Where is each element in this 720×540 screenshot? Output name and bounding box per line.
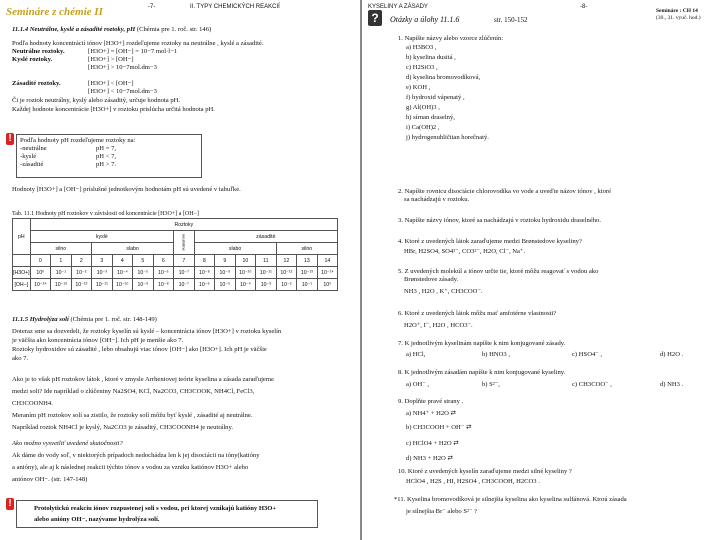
row-h3o-label: [H3O+]	[13, 267, 31, 279]
section-title: 11.1.4 Neutrálne, kyslé a zásadité roztoky, pH (Chémia pre 1. roč. str. 146)	[12, 26, 212, 33]
ph-value-cell: 14	[317, 255, 338, 267]
q9: 9. Doplňte pravé strany .	[398, 398, 464, 405]
box1-base: -zásadité	[20, 161, 44, 168]
oh-value-cell: 10⁻³	[256, 279, 277, 291]
corner-label-2: (30., 31. vyuč. hod.)	[656, 15, 701, 21]
weak-base: slabo	[194, 243, 276, 255]
ph-value-cell: 4	[112, 255, 133, 267]
ph-value-cell: 1	[51, 255, 72, 267]
h3o-value-cell: 10⁻⁷	[174, 267, 195, 279]
h3o-value-cell: 10⁰	[30, 267, 51, 279]
q1-item: f) hydroxid vápenatý ,	[406, 94, 465, 101]
q9-c: c) HClO4 + H2O ⇄	[406, 440, 459, 447]
neutral-label: Neutrálne roztoky.	[12, 48, 65, 55]
seminar-logo: Semináre z chémie II	[6, 6, 103, 18]
oh-value-cell: 10⁻¹¹	[92, 279, 113, 291]
h3o-value-cell: 10⁻¹²	[276, 267, 297, 279]
oh-value-cell: 10⁻⁶	[194, 279, 215, 291]
box1-line-1: Podľa hodnoty pH rozdeľujeme roztoky na:	[20, 137, 136, 144]
s2-line-1: Doteraz sme sa dozvedeli, že roztoky kyselín sú kyslé – koncentrácia iónov [H3O+] v roztoku kyselín	[12, 328, 282, 335]
h3o-value-cell: 10⁻¹	[51, 267, 72, 279]
base-header: zásadité	[194, 231, 338, 243]
h3o-value-cell: 10⁻¹⁴	[317, 267, 338, 279]
acid-eq-2: [H3O+] > 10−7mol.dm−3	[88, 64, 157, 71]
question-icon: ?	[368, 10, 382, 26]
q7-d: d) H2O .	[660, 351, 684, 358]
questions-ref: str. 150-152	[494, 16, 528, 24]
q4-line-1: 4. Ktoré z uvedených látok zaraďujeme medzi Brønstedove kyseliny?	[398, 238, 582, 245]
s2-line-7: CH3COONH4.	[12, 400, 53, 407]
h3o-value-cell: 10⁻⁸	[194, 267, 215, 279]
s2-line-8: Meraním pH roztokov solí sa zistilo, že roztoky solí môžu byť kyslé , zásadité aj neutrálne.	[12, 412, 253, 419]
ph-value-cell: 2	[71, 255, 92, 267]
ph-value-cell: 3	[92, 255, 113, 267]
s2-line-4: ako 7.	[12, 355, 29, 362]
table-caption: Tab. 11.1 Hodnoty pH roztokov v závislosti od koncentrácie [H3O+] a [OH−]	[12, 211, 199, 217]
box2-line-2: alebo anióny OH−, nazývame hydrolýza solí.	[34, 516, 160, 523]
q5-line-2: Brønstedove zásady.	[404, 276, 459, 283]
oh-value-cell: 10⁻⁸	[153, 279, 174, 291]
q1-item: g) Al(OH)3 ,	[406, 104, 440, 111]
base-eq-2: [H3O+] < 10−7mol.dm−3	[88, 88, 157, 95]
q2-line-2: sa nachádzajú v roztoku.	[404, 196, 470, 203]
ph-value-cell: 10	[235, 255, 256, 267]
strong-base: silno	[276, 243, 338, 255]
h3o-value-cell: 10⁻⁶	[153, 267, 174, 279]
s2-line-6: medzi soli? Ide napríklad o zlúčeniny Na2SO4, KCl, Na2CO3, CH3COOK, NH4Cl, FeCl3,	[12, 388, 255, 395]
questions-title: Otázky a úlohy 11.1.6	[390, 15, 460, 24]
q2-line-1: 2. Napíšte rovnicu disociácie chlorovodíka vo vode a uveďte názov iónov , ktoré	[398, 188, 612, 195]
q8-d: d) NH3 .	[660, 381, 684, 388]
strong-acid: silno	[30, 243, 92, 255]
base-label: Zásadité roztoky.	[12, 80, 61, 87]
q7-c: c) HSO4⁻ ,	[572, 351, 603, 358]
ph-value-cell: 13	[297, 255, 318, 267]
section2-title: 11.1.5 Hydrolýza solí (Chémia pre 1. roč. str. 148-149)	[12, 316, 157, 323]
box1-base-ph: pH > 7.	[96, 161, 117, 168]
oh-value-cell: 10⁰	[317, 279, 338, 291]
ph-value-cell: 11	[256, 255, 277, 267]
box1-neutral: -neutrálne	[20, 145, 47, 152]
ph-value-cell: 7	[174, 255, 195, 267]
s2-question: Ako možno vysvetliť uvedené skutočnosti?	[12, 440, 123, 447]
q1-item: h) sírnan draselný,	[406, 114, 455, 121]
q1-item: i) Ca(OH)2 ,	[406, 124, 440, 131]
ph-value-cell: 8	[194, 255, 215, 267]
s2-line-12: aniónov OH−. (str. 147-148)	[12, 476, 88, 483]
weak-acid: slabo	[92, 243, 174, 255]
oh-value-cell: 10⁻¹	[297, 279, 318, 291]
para-3: Každej hodnote koncentrácie [H3O+] v roztoku prislúcha určitá hodnota pH.	[12, 106, 215, 113]
s2-line-2: je väčšia ako koncentrácia iónov [OH−]. Ich pH je menšie ako 7.	[12, 337, 184, 344]
para-1: Podľa hodnoty koncentrácií iónov [H3O+] rozdeľujeme roztoky na neutrálne , kyslé a zásadité.	[12, 40, 264, 47]
ph-value-cell: 12	[276, 255, 297, 267]
s2-line-3: Roztoky hydroxidov sú zásadité , lebo obsahujú viac iónov [OH−] ako [H3O+]. Ich pH je väčšie	[12, 346, 267, 353]
q7-a: a) HCl,	[406, 351, 426, 358]
oh-value-cell: 10⁻⁹	[133, 279, 154, 291]
oh-value-cell: 10⁻⁴	[235, 279, 256, 291]
s2-line-11: a anióny), ale aj k následnej reakcii týchto iónov s vodou za vzniku katiónov H3O+ alebo	[12, 464, 249, 471]
running-head-right: KYSELINY A ZÁSADY	[368, 4, 428, 10]
ph-value-cell: 9	[215, 255, 236, 267]
q9-d: d) NH3 + H2O ⇄	[406, 455, 453, 462]
right-page	[362, 0, 720, 540]
q1-item: c) H2SiO3 ,	[406, 64, 438, 71]
ph-header: pH	[13, 219, 31, 255]
oh-value-cell: 10⁻¹³	[51, 279, 72, 291]
acid-eq-1: [H3O+] > [OH−]	[88, 56, 134, 63]
acid-label: Kyslé roztoky.	[12, 56, 53, 63]
box2-line-1: Protolytickú reakciu iónov rozpustenej soli s vodou, pri ktorej vznikajú katióny H3O+	[34, 505, 277, 512]
q8: 8. K jednotlivým zásadám napíšte k nim konjugované kyseliny.	[398, 369, 566, 376]
q6-line-1: 6. Ktoré z uvedených látok môžu mať amfotérne vlastnosti?	[398, 310, 557, 317]
q5-line-1: 5. Z uvedených molekúl a iónov určte tie, ktoré môžu reagovať s vodou ako	[398, 268, 599, 275]
oh-value-cell: 10⁻¹⁴	[30, 279, 51, 291]
base-eq-1: [H3O+] < [OH−]	[88, 80, 134, 87]
q1-item: a) H3BO3 ,	[406, 44, 437, 51]
q1: 1. Napíšte názvy alebo vzorce zlúčenín:	[398, 35, 504, 42]
q8-b: b) S²⁻,	[482, 381, 500, 388]
oh-value-cell: 10⁻⁷	[174, 279, 195, 291]
exclamation-icon: !	[6, 498, 14, 510]
para-2: Či je roztok neutrálny, kyslý alebo zásaditý, určuje hodnota pH.	[12, 97, 181, 104]
h3o-value-cell: 10⁻¹¹	[256, 267, 277, 279]
q9-b: b) CH3COOH + OH⁻ ⇄	[406, 424, 472, 431]
s2-line-9: Napríklad roztok NH4Cl je kyslý, Na2CO3 je zásaditý, CH3COONH4 je neutrálny.	[12, 424, 233, 431]
para-4: Hodnoty [H3O+] a [OH−] príslušné jednotkovým hodnotám pH sú uvedené v tabuľke.	[12, 186, 241, 193]
page-number-right: -8-	[580, 4, 588, 10]
q1-item: j) hydrogenuhličitan horečnatý.	[406, 134, 489, 141]
ph-value-cell: 5	[133, 255, 154, 267]
q8-a: a) OH⁻ ,	[406, 381, 430, 388]
oh-value-cell: 10⁻²	[276, 279, 297, 291]
h3o-value-cell: 10⁻¹⁰	[235, 267, 256, 279]
q7: 7. K jednotlivým kyselinám napíšte k nim konjugované zásady.	[398, 340, 566, 347]
row-oh-label: [OH−]	[13, 279, 31, 291]
q7-b: b) HNO3 ,	[482, 351, 511, 358]
neutral-eq: [H3O+] = [OH−] = 10−7 mol·l−1	[88, 48, 178, 55]
s2-line-10: Ak dáme do vody soľ, v niektorých prípadoch nedochádza len k jej disociácii na ióny(katióny	[12, 452, 260, 459]
h3o-value-cell: 10⁻⁵	[133, 267, 154, 279]
q10-line-2: HClO4 , H2S , HI, H2SO4 , CH3COOH, H2CO3 .	[406, 478, 540, 485]
q9-a: a) NH4⁺ + H2O ⇄	[406, 410, 457, 417]
table-top-header: Roztoky	[30, 219, 338, 231]
q1-item: d) kyselina bromovodíková,	[406, 74, 481, 81]
ph-value-cell: 0	[30, 255, 51, 267]
oh-value-cell: 10⁻¹⁰	[112, 279, 133, 291]
ph-table	[12, 218, 338, 291]
q1-item: e) KOH ,	[406, 84, 431, 91]
h3o-value-cell: 10⁻³	[92, 267, 113, 279]
box1-acid: -kyslé	[20, 153, 37, 160]
exclamation-icon: !	[6, 133, 14, 145]
q8-c: c) CH3COO⁻ ,	[572, 381, 612, 388]
q3: 3. Napíšte názvy iónov, ktoré sa nachádzajú v roztoku hydroxidu draselného.	[398, 217, 602, 224]
row-ph-label	[13, 255, 31, 267]
q6-line-2: H2O⁺, I⁻, H2O , HCO3⁻.	[404, 322, 473, 329]
q4-line-2: HBr, H2SO4, SO4²⁻, CO3²⁻, H2O, Cl⁻, Na⁺.	[404, 248, 526, 255]
q1-item: b) kyselina dusitá ,	[406, 54, 456, 61]
q5-line-3: NH3 , H2O , K⁺, CH3COO⁻.	[404, 288, 483, 295]
corner-label-1: Semináre : CH 14	[656, 8, 698, 14]
page-number-left: -7-	[148, 4, 156, 10]
neutral-header: neutrálne	[174, 231, 195, 255]
box1-neutral-ph: pH = 7,	[96, 145, 117, 152]
acid-header: kyslé	[30, 231, 174, 243]
oh-value-cell: 10⁻¹²	[71, 279, 92, 291]
h3o-value-cell: 10⁻⁹	[215, 267, 236, 279]
h3o-value-cell: 10⁻²	[71, 267, 92, 279]
q11-line-2: je silnejšia Br⁻ alebo S²⁻ ?	[406, 508, 478, 515]
q10-line-1: 10. Ktoré z uvedených kyselín zaraďujeme medzi silné kyseliny ?	[398, 468, 572, 475]
h3o-value-cell: 10⁻¹³	[297, 267, 318, 279]
oh-value-cell: 10⁻⁵	[215, 279, 236, 291]
box1-acid-ph: pH < 7,	[96, 153, 117, 160]
s2-line-5: Ako je to však pH roztokov látok , ktoré v zmysle Arrheniovej teórie kyselina a zásada zaraďujeme	[12, 376, 274, 383]
h3o-value-cell: 10⁻⁴	[112, 267, 133, 279]
running-head-left: II. TYPY CHEMICKÝCH REAKCIÍ	[190, 4, 280, 10]
q11-line-1: *11. Kyselina bromovodíková je silnejšia kyselina ako kyselina sulfánová. Ktorá zásada	[394, 496, 627, 503]
ph-value-cell: 6	[153, 255, 174, 267]
